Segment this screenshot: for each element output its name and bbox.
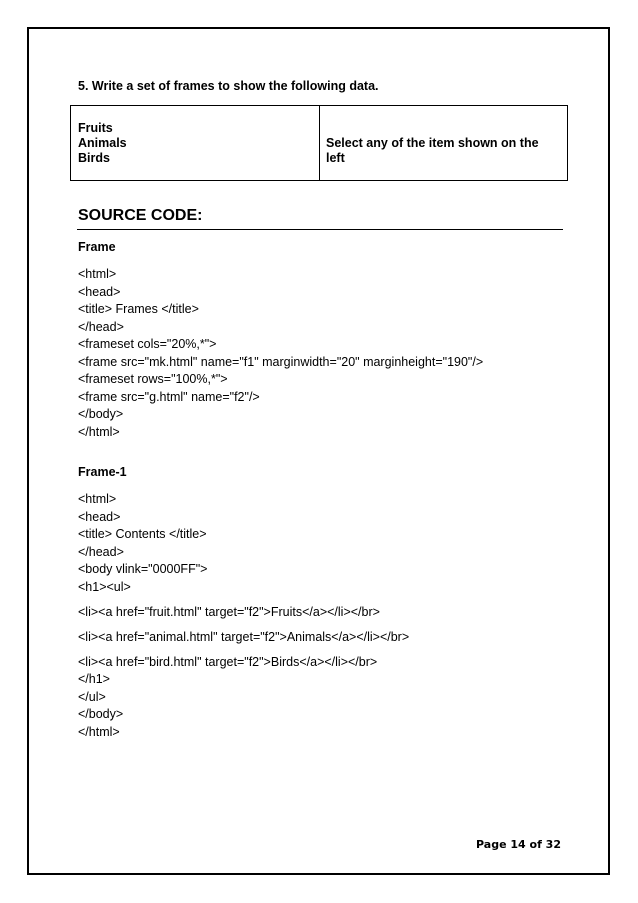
code-line: <li><a href="fruit.html" target="f2">Fruits</a></li></br> (78, 604, 380, 619)
page-number: Page 14 of 32 (476, 838, 561, 851)
code-line: <head> (78, 284, 121, 299)
heading-rule (77, 229, 563, 230)
code-line: <frame src="mk.html" name="f1" marginwidth="20" marginheight="190"/> (78, 354, 484, 369)
frames-table (70, 105, 568, 181)
code-line: <html> (78, 492, 117, 506)
code-line: </head> (78, 544, 124, 559)
code-line: </ul> (78, 689, 106, 704)
section-label-frame-1: Frame-1 (78, 465, 127, 479)
table-right-cell (320, 106, 567, 180)
section-label-frame: Frame (78, 240, 116, 254)
code-line: </body> (78, 407, 124, 421)
code-block-frame (78, 266, 483, 441)
code-line: </head> (78, 319, 124, 334)
code-line: <h1><ul> (78, 579, 131, 594)
code-line: </body> (78, 707, 124, 721)
code-line: <li><a href="bird.html" target="f2">Birds</a></li></br> (78, 654, 378, 669)
code-line: <html> (78, 267, 117, 281)
code-line: </html> (78, 424, 120, 439)
code-line: <frameset cols="20%,*"> (78, 337, 217, 351)
code-line: <li><a href="animal.html" target="f2">Animals</a></li></br> (78, 629, 410, 644)
right-text-line: left (326, 151, 345, 165)
table-left-cell (71, 106, 320, 180)
code-line: <head> (78, 509, 121, 524)
code-line: <body vlink="0000FF"> (78, 562, 208, 576)
code-line: <title> Frames </title> (78, 302, 199, 316)
code-line: </h1> (78, 672, 110, 686)
left-item-birds: Birds (78, 151, 110, 165)
left-item-fruits: Fruits (78, 121, 113, 135)
left-item-animals: Animals (78, 136, 127, 150)
code-line: <frameset rows="100%,*"> (78, 372, 228, 386)
question-text: 5. Write a set of frames to show the following data. (78, 79, 379, 93)
code-line: <frame src="g.html" name="f2"/> (78, 389, 260, 404)
code-line: <title> Contents </title> (78, 527, 207, 541)
code-block-frame-1 (78, 491, 409, 741)
right-text-line: Select any of the item shown on the (326, 136, 539, 150)
source-code-heading: SOURCE CODE: (78, 207, 203, 224)
code-line: </html> (78, 724, 120, 739)
